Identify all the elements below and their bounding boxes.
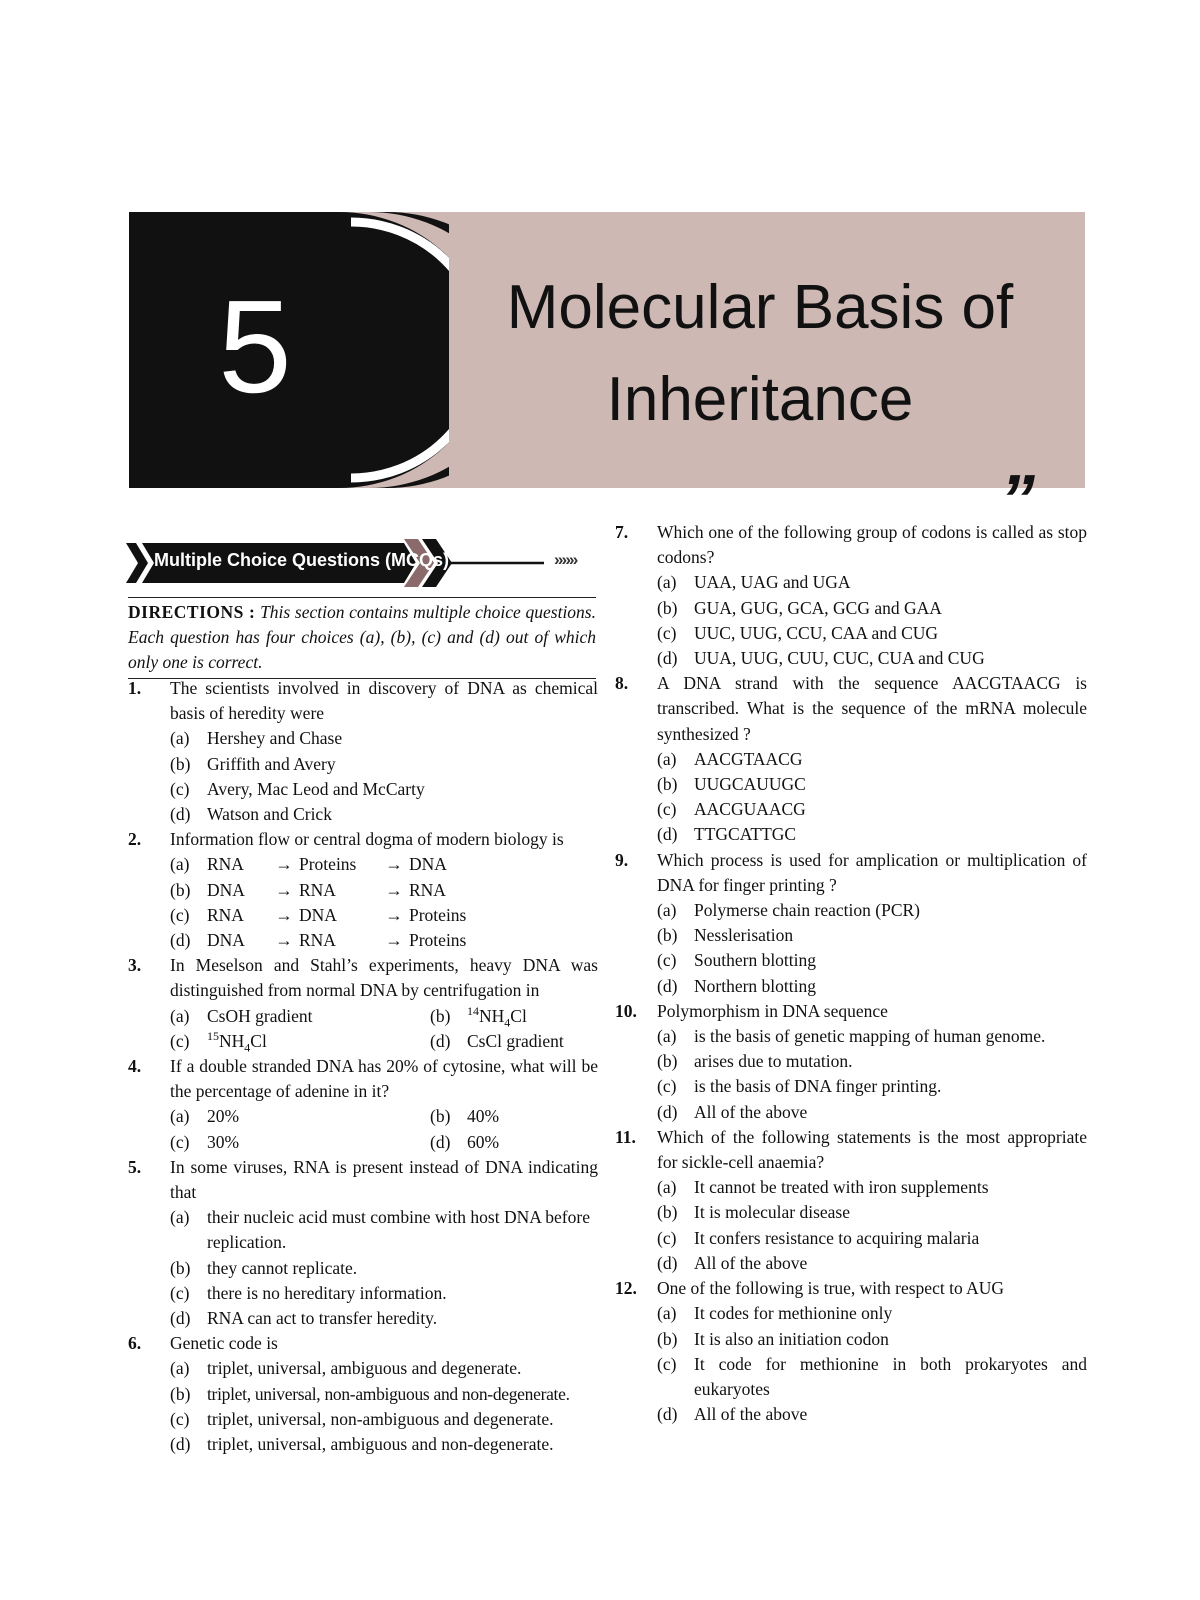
option-label: (a) <box>170 1005 190 1026</box>
option-b <box>657 596 1087 621</box>
question-number: 11. <box>615 1126 636 1147</box>
question-11 <box>615 1125 1087 1276</box>
option-a <box>657 747 1087 772</box>
option-c <box>170 903 598 928</box>
option-text: UAA, UAG and UGA <box>694 572 851 593</box>
question-number: 12. <box>615 1278 637 1299</box>
option-label: (b) <box>657 1202 678 1223</box>
option-text: there is no hereditary information. <box>207 1282 447 1303</box>
option-c <box>170 1130 430 1155</box>
option-label: (b) <box>170 1383 191 1404</box>
option-a <box>657 1175 1087 1200</box>
option-label: (c) <box>657 950 677 971</box>
option-a <box>170 1356 598 1381</box>
option-a <box>170 1004 430 1029</box>
option-label: (a) <box>657 572 677 593</box>
option-d <box>657 822 1087 847</box>
option-label: (d) <box>170 804 191 825</box>
option-text: triplet, universal, non-ambiguous and non-degenerate. <box>207 1383 570 1404</box>
flow-step: RNA <box>299 879 336 900</box>
option-label: (a) <box>170 1106 190 1127</box>
flow-step: DNA <box>299 904 337 925</box>
option-text: All of the above <box>694 1252 808 1273</box>
option-label: (c) <box>170 1030 190 1051</box>
option-label: (d) <box>430 1030 451 1051</box>
option-text: UUGCAUUGC <box>694 774 806 795</box>
question-number: 10. <box>615 1000 637 1021</box>
question-text: Genetic code is <box>170 1333 278 1354</box>
option-text: Cl <box>250 1030 267 1051</box>
flow-step: RNA <box>207 904 244 925</box>
option-label: (c) <box>170 904 190 925</box>
option-label: (b) <box>170 753 191 774</box>
question-1 <box>128 676 598 827</box>
option-text: triplet, universal, ambiguous and non-degenerate. <box>207 1434 554 1455</box>
option-label: (c) <box>657 622 677 643</box>
option-label: (b) <box>657 774 678 795</box>
option-a <box>657 570 1087 595</box>
option-c <box>170 1407 598 1432</box>
option-a <box>170 1205 598 1255</box>
option-b <box>657 1200 1087 1225</box>
option-label: (a) <box>657 1026 677 1047</box>
option-label: (c) <box>657 1076 677 1097</box>
right-column <box>615 520 1087 1427</box>
option-d <box>657 646 1087 671</box>
options-row <box>170 1004 598 1029</box>
option-label: (a) <box>170 1358 190 1379</box>
chapter-title-line1: Molecular Basis of <box>506 273 1014 342</box>
option-b <box>170 752 598 777</box>
option-label: (b) <box>657 925 678 946</box>
option-text: Avery, Mac Leod and McCarty <box>207 778 425 799</box>
option-text: All of the above <box>694 1404 808 1425</box>
option-d <box>170 928 598 953</box>
option-label: (d) <box>657 1101 678 1122</box>
question-number: 4. <box>128 1056 142 1077</box>
option-text: It is molecular disease <box>694 1202 850 1223</box>
question-number: 7. <box>615 522 629 542</box>
chapter-title-line2: Inheritance <box>606 365 914 434</box>
option-text: All of the above <box>694 1101 808 1122</box>
question-number: 1. <box>128 678 142 698</box>
quote-mark-icon: ” <box>1000 460 1035 538</box>
option-text: triplet, universal, ambiguous and degenerate. <box>207 1358 522 1379</box>
mass-number: 14 <box>467 1003 479 1018</box>
directions-text: This section contains multiple choice questions. Each question has four choices (a), (b), (c) and (d) out of which only one is correct. <box>128 602 596 672</box>
flow-step: Proteins <box>409 930 467 951</box>
option-a <box>170 852 598 877</box>
option-text: their nucleic acid must combine with host DNA before replication. <box>207 1207 590 1253</box>
question-text: In some viruses, RNA is present instead of DNA indicating that <box>170 1156 598 1203</box>
arrow-icon: → <box>385 879 403 900</box>
option-label: (a) <box>657 900 677 921</box>
option-c <box>170 777 598 802</box>
option-label: (c) <box>170 778 190 799</box>
option-d <box>657 974 1087 999</box>
options-row <box>170 1104 598 1129</box>
option-label: (c) <box>657 1353 677 1374</box>
flow-step: DNA <box>207 930 245 951</box>
directions-label: DIRECTIONS : <box>128 602 256 622</box>
option-label: (b) <box>657 1328 678 1349</box>
option-label: (c) <box>657 1227 677 1248</box>
directions <box>128 597 596 679</box>
flow-step: RNA <box>409 879 446 900</box>
option-c <box>657 1352 1087 1402</box>
option-d <box>170 1306 598 1331</box>
option-label: (d) <box>657 1404 678 1425</box>
option-label: (b) <box>657 597 678 618</box>
option-b <box>170 878 598 903</box>
arrow-icon: → <box>385 904 403 925</box>
subscript: 4 <box>244 1040 251 1055</box>
option-text: Nesslerisation <box>694 925 794 946</box>
question-text: Information flow or central dogma of modern biology is <box>170 829 564 850</box>
option-c <box>170 1281 598 1306</box>
option-text: 60% <box>467 1131 500 1152</box>
option-b <box>657 772 1087 797</box>
option-text: TTGCATTGC <box>694 824 797 845</box>
chapter-number: 5 <box>218 273 292 420</box>
option-a <box>170 726 598 751</box>
arrow-icon: → <box>385 930 403 951</box>
option-text: Polymerse chain reaction (PCR) <box>694 900 920 921</box>
question-text: Polymorphism in DNA sequence <box>657 1000 888 1021</box>
left-column <box>128 676 598 1457</box>
option-text: RNA can act to transfer heredity. <box>207 1308 438 1329</box>
option-b <box>170 1382 598 1407</box>
option-text: 20% <box>207 1106 240 1127</box>
option-label: (b) <box>170 879 191 900</box>
question-text: Which process is used for amplication or multiplication of DNA for finger printing ? <box>657 849 1087 895</box>
option-label: (c) <box>170 1131 190 1152</box>
option-text: It cannot be treated with iron supplements <box>694 1177 989 1198</box>
option-label: (d) <box>170 1308 191 1329</box>
option-text: they cannot replicate. <box>207 1257 358 1278</box>
question-4 <box>128 1054 598 1155</box>
option-text: It codes for methionine only <box>694 1303 893 1324</box>
question-number: 5. <box>128 1156 142 1177</box>
option-a <box>170 1104 430 1129</box>
question-number: 9. <box>615 849 629 870</box>
flow-step: Proteins <box>409 904 467 925</box>
question-6 <box>128 1331 598 1457</box>
option-text: NH <box>479 1005 505 1026</box>
arrow-icon: → <box>275 904 293 925</box>
option-c <box>657 621 1087 646</box>
option-d <box>657 1402 1087 1427</box>
question-3 <box>128 953 598 1054</box>
option-label: (d) <box>170 1434 191 1455</box>
flow-step: Proteins <box>299 854 357 875</box>
question-text: The scientists involved in discovery of DNA as chemical basis of heredity were <box>170 678 598 724</box>
option-text: arises due to mutation. <box>694 1051 853 1072</box>
option-d <box>657 1100 1087 1125</box>
question-text: In Meselson and Stahl’s experiments, heavy DNA was distinguished from normal DNA by centrifugation in <box>170 955 598 1001</box>
option-label: (d) <box>657 648 678 669</box>
option-a <box>657 1024 1087 1049</box>
question-text: Which one of the following group of codons is called as stop codons? <box>657 522 1087 568</box>
option-label: (a) <box>657 1177 677 1198</box>
options-row <box>170 1130 598 1155</box>
question-9 <box>615 848 1087 999</box>
option-b <box>170 1256 598 1281</box>
option-a <box>657 1301 1087 1326</box>
flow-step: DNA <box>409 854 447 875</box>
option-label: (d) <box>657 824 678 845</box>
option-text: UUA, UUG, CUU, CUC, CUA and CUG <box>694 648 985 669</box>
option-label: (d) <box>430 1131 451 1152</box>
option-text: Cl <box>510 1005 527 1026</box>
option-text: NH <box>219 1030 245 1051</box>
option-label: (c) <box>170 1408 190 1429</box>
option-text: UUC, UUG, CCU, CAA and CUG <box>694 622 939 643</box>
subscript: 4 <box>504 1015 511 1030</box>
arrow-icon: → <box>275 930 293 951</box>
flow-step: DNA <box>207 879 245 900</box>
option-label: (b) <box>430 1005 451 1026</box>
question-2 <box>128 827 598 953</box>
mass-number: 15 <box>207 1029 219 1044</box>
option-label: (a) <box>657 1303 677 1324</box>
question-text: Which of the following statements is the most appropriate for sickle-cell anaemia? <box>657 1126 1087 1173</box>
option-label: (b) <box>657 1051 678 1072</box>
option-a <box>657 898 1087 923</box>
question-text: A DNA strand with the sequence AACGTAACG is transcribed. What is the sequence of the mRNA molecule synthesized ? <box>657 673 1087 744</box>
question-text: One of the following is true, with respect to AUG <box>657 1278 1005 1299</box>
option-b <box>657 1049 1087 1074</box>
flow-step: RNA <box>207 854 244 875</box>
option-label: (a) <box>170 728 190 749</box>
question-number: 2. <box>128 829 142 850</box>
option-label: (d) <box>170 930 191 951</box>
option-b <box>657 923 1087 948</box>
question-8 <box>615 671 1087 847</box>
option-label: (a) <box>657 748 677 769</box>
question-number: 6. <box>128 1333 142 1354</box>
question-number: 8. <box>615 673 629 694</box>
option-text: triplet, universal, non-ambiguous and degenerate. <box>207 1408 554 1429</box>
option-text: Hershey and Chase <box>207 728 343 749</box>
option-c <box>657 1074 1087 1099</box>
option-text: 40% <box>467 1106 500 1127</box>
question-12 <box>615 1276 1087 1427</box>
section-heading-label: Multiple Choice Questions (MCQs) <box>154 550 450 570</box>
option-text: is the basis of DNA finger printing. <box>694 1076 942 1097</box>
option-text: It is also an initiation codon <box>694 1328 889 1349</box>
option-label: (b) <box>430 1106 451 1127</box>
chapter-title <box>445 262 1075 446</box>
option-text: CsCl gradient <box>467 1030 564 1051</box>
option-label: (a) <box>170 1207 190 1228</box>
option-text: AACGTAACG <box>694 748 803 769</box>
options-row <box>170 1029 598 1054</box>
option-c <box>170 1029 430 1054</box>
question-number: 3. <box>128 955 142 976</box>
question-text: If a double stranded DNA has 20% of cytosine, what will be the percentage of adenine in it? <box>170 1056 598 1102</box>
option-text: Griffith and Avery <box>207 753 336 774</box>
chevrons-icon: »»» <box>554 550 577 569</box>
option-b <box>657 1327 1087 1352</box>
option-d <box>657 1251 1087 1276</box>
option-text: It confers resistance to acquiring malaria <box>694 1227 980 1248</box>
option-text: It code for methionine in both prokaryotes and eukaryotes <box>694 1353 1087 1399</box>
section-heading <box>126 537 600 589</box>
option-label: (a) <box>170 854 190 875</box>
arrow-icon: → <box>385 854 403 875</box>
option-label: (b) <box>170 1257 191 1278</box>
question-10 <box>615 999 1087 1125</box>
option-text: Northern blotting <box>694 975 816 996</box>
option-text: GUA, GUG, GCA, GCG and GAA <box>694 597 942 618</box>
arrow-icon: → <box>275 879 293 900</box>
option-c <box>657 1226 1087 1251</box>
option-d <box>170 802 598 827</box>
question-5 <box>128 1155 598 1331</box>
option-text: 30% <box>207 1131 240 1152</box>
question-7 <box>615 520 1087 671</box>
option-label: (c) <box>657 799 677 820</box>
flow-step: RNA <box>299 930 336 951</box>
arrow-icon: → <box>275 854 293 875</box>
option-text: is the basis of genetic mapping of human genome. <box>694 1026 1046 1047</box>
option-c <box>657 948 1087 973</box>
option-label: (c) <box>170 1282 190 1303</box>
option-c <box>657 797 1087 822</box>
option-text: Southern blotting <box>694 950 817 971</box>
option-text: Watson and Crick <box>207 804 332 825</box>
option-text: AACGUAACG <box>694 799 806 820</box>
option-text: CsOH gradient <box>207 1005 313 1026</box>
option-d <box>170 1432 598 1457</box>
option-label: (d) <box>657 1252 678 1273</box>
option-label: (d) <box>657 975 678 996</box>
